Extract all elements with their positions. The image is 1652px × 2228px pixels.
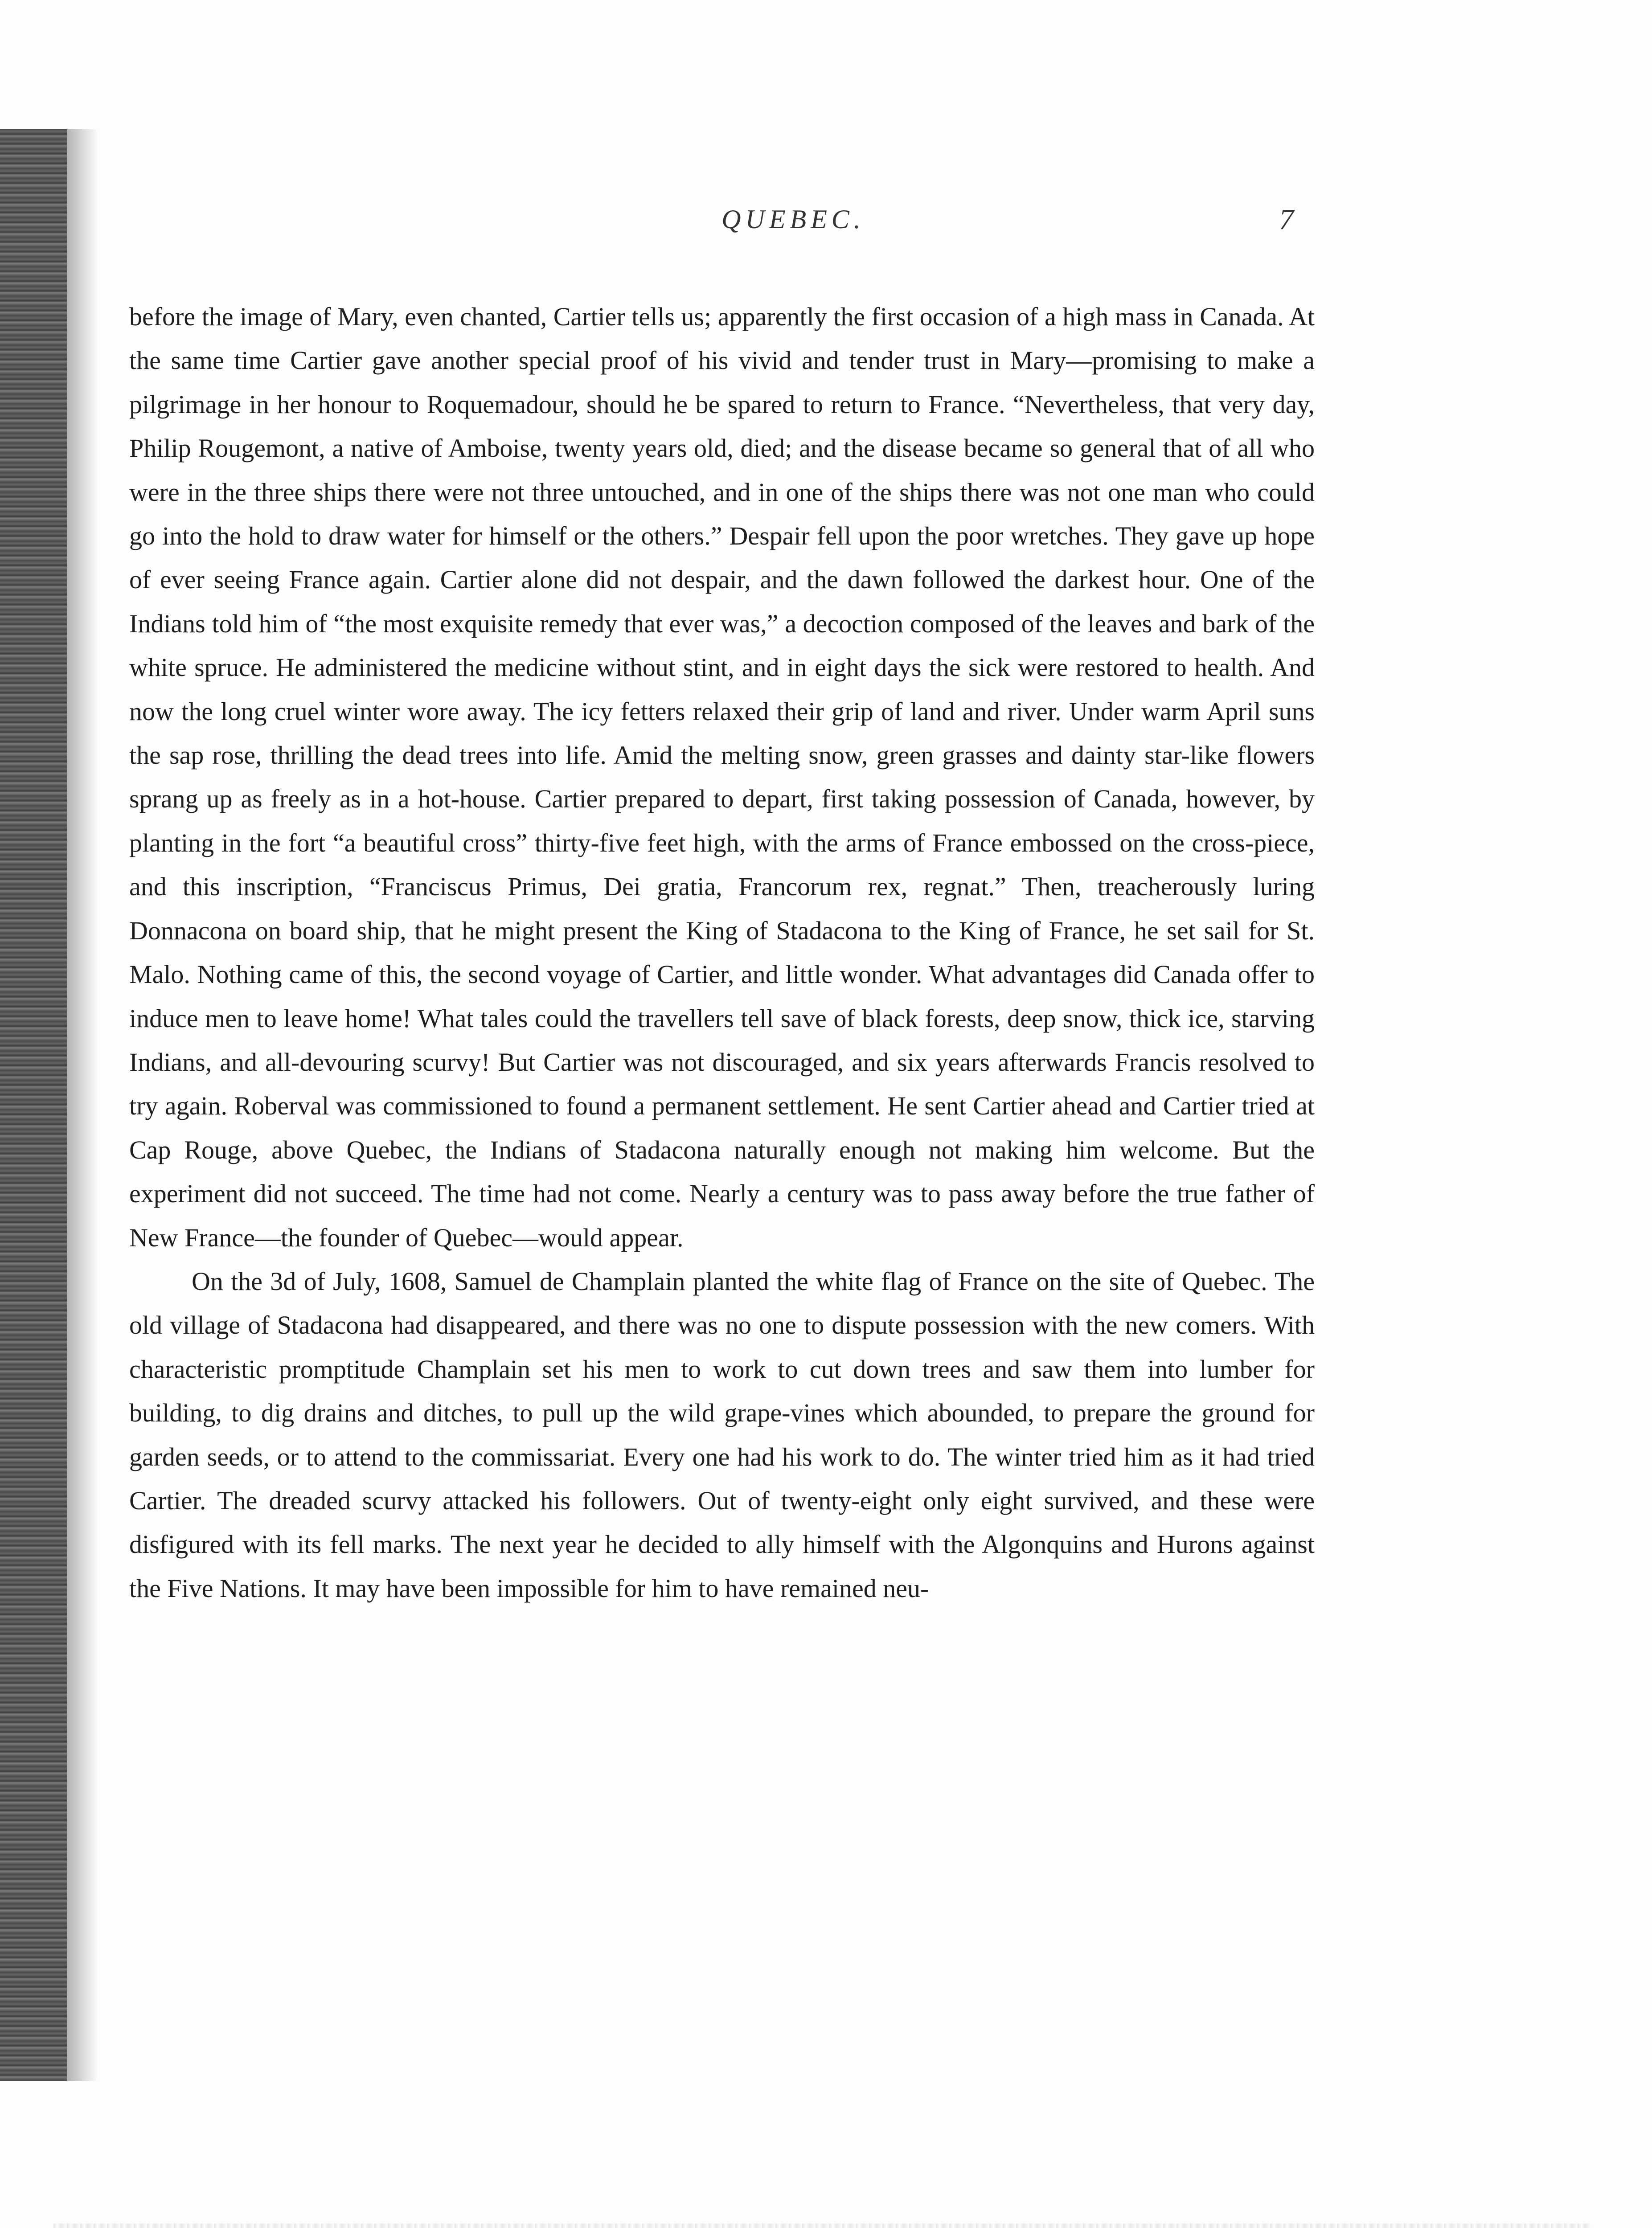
scan-noise xyxy=(53,2224,1591,2228)
running-title: QUEBEC. xyxy=(721,205,865,234)
page-number: 7 xyxy=(1279,203,1294,236)
paragraph: On the 3d of July, 1608, Samuel de Champlain planted the white flag of France on the site of Quebec. The old village of Stadacona had disappeared, and there was no one to dispute possession with the new comers. With characteristic promptitude Champlain set his men to work to cut down trees and saw them into lumber for building, to dig drains and ditches, to pull up the wild grape-vines which abounded, to prepare the ground for garden seeds, or to attend to the commissariat. Every one had his work to do. The winter tried him as it had tried Cartier. The dreaded scurvy attacked his followers. Out of twenty-eight only eight survived, and these were disfigured with its fell marks. The next year he decided to ally himself with the Algonquins and Hurons against the Five Nations. It may have been impossible for him to have remained neu- xyxy=(129,1266,1315,1603)
binding-shadow xyxy=(67,129,98,2081)
body-text xyxy=(129,295,1315,1610)
paragraph: before the image of Mary, even chanted, Cartier tells us; apparently the first occasion of a high mass in Canada. At the same time Cartier gave another special proof of his vivid and tender trust in Mary—promising to make a pilgrimage in her honour to Roquemadour, should he be spared to return to France. “Nevertheless, that very day, Philip Rougemont, a native of Amboise, twenty years old, died; and the disease became so general that of all who were in the three ships there were not three untouched, and in one of the ships there was not one man who could go into the hold to draw water for himself or the others.” Despair fell upon the poor wretches. They gave up hope of ever seeing France again. Cartier alone did not despair, and the dawn followed the darkest hour. One of the Indians told him of “the most exquisite remedy that ever was,” a decoction composed of the leaves and bark of the white spruce. He administered the medicine without stint, and in eight days the sick were restored to health. And now the long cruel winter wore away. The icy fetters relaxed their grip of land and river. Under warm April suns the sap rose, thrilling the dead trees into life. Amid the melting snow, green grasses and dainty star-like flowers sprang up as freely as in a hot-house. Cartier prepared to depart, first taking possession of Canada, however, by planting in the fort “a beautiful cross” thirty-five feet high, with the arms of France embossed on the cross-piece, and this inscription, “Franciscus Primus, Dei gratia, Francorum rex, regnat.” Then, treacherously luring Donnacona on board ship, that he might present the King of Stadacona to the King of France, he set sail for St. Malo. Nothing came of this, the second voyage of Cartier, and little wonder. What advantages did Canada offer to induce men to leave home! What tales could the travellers tell save of black forests, deep snow, thick ice, starving Indians, and all-devouring scurvy! But Cartier was not discouraged, and six years afterwards Francis resolved to try again. Roberval was commissioned to found a permanent settlement. He sent Cartier ahead and Cartier tried at Cap Rouge, above Quebec, the Indians of Stadacona naturally enough not making him welcome. But the experiment did not succeed. The time had not come. Nearly a century was to pass away before the true father of New France—the founder of Quebec—would appear. xyxy=(129,302,1315,1252)
binding-edge xyxy=(0,129,67,2081)
